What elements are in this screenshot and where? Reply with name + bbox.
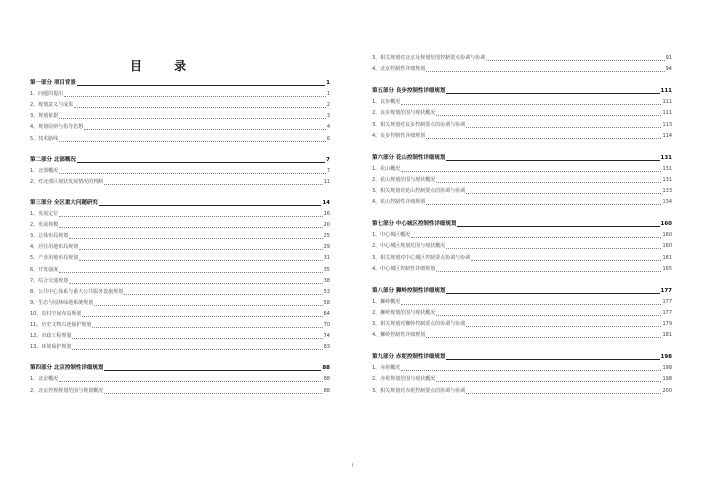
toc-entry-label: 1、发展定位 [30, 211, 59, 217]
toc-entry [30, 110, 330, 119]
toc-leader-dots [79, 255, 322, 261]
toc-entry-page: 198 [662, 365, 672, 372]
toc-leader-dots [446, 88, 659, 94]
toc-entry-label: 2、中心城区规划范围与现状概况 [372, 243, 446, 250]
toc-entry-page: 58 [323, 299, 330, 306]
toc-entry-label: 6、开发强度 [30, 266, 59, 273]
toc-entry-label: 2、赤坭规划范围与现状概况 [372, 376, 436, 383]
toc-entry [372, 119, 672, 128]
toc-leader-dots [104, 388, 322, 394]
toc-entry-page: 1 [326, 80, 330, 86]
toc-entry-label: 4、北京控制性详细规划 [372, 66, 426, 73]
toc-entry-page: 64 [323, 310, 330, 317]
toc-entry [372, 318, 672, 327]
toc-leader-dots [446, 354, 659, 360]
toc-entry-label: 2、规划意义与成果 [30, 102, 74, 109]
toc-leader-dots [72, 344, 322, 350]
toc-entry-label: 7、综合交通规划 [30, 277, 69, 284]
toc-leader-dots [64, 91, 326, 97]
toc-leader-dots [446, 243, 661, 249]
toc-entry-page: 25 [323, 233, 330, 240]
toc-entry [30, 330, 330, 339]
toc-entry-label: 1、北京概况 [30, 376, 59, 383]
toc-entry-page: 177 [662, 298, 672, 305]
toc-entry-label: 5、技术路线 [30, 135, 59, 142]
toc-entry-label: 3、相关规划对北京及规划范围控制要点协调与协调 [372, 55, 486, 61]
toc-entry-page: 179 [662, 321, 672, 327]
toc-entry-label: 第六部分 花山控制性详细规划 [372, 154, 446, 161]
toc-entry [30, 308, 330, 317]
toc-entry [30, 286, 330, 295]
toc-entry [30, 219, 330, 228]
toc-entry-page: 111 [662, 110, 672, 117]
toc-section-entry [30, 362, 330, 371]
toc-entry-label: 2、北京控规规划范围与规划概况 [30, 387, 104, 394]
toc-leader-dots [471, 255, 661, 261]
toc-entry-page: 111 [662, 99, 672, 106]
toc-entry-label: 3、相关规划对赤坭控制要点的协调与协调 [372, 387, 466, 394]
toc-entry-page: 131 [662, 165, 672, 172]
toc-entry [30, 385, 330, 394]
toc-entry-page: 160 [662, 232, 672, 239]
toc-entry [372, 130, 672, 139]
toc-entry [30, 208, 330, 217]
toc-entry-page: 1 [326, 91, 330, 98]
toc-leader-dots [104, 365, 321, 371]
toc-entry-page: 165 [662, 265, 672, 272]
toc-entry-page: 131 [662, 176, 672, 183]
toc-section-entry [30, 77, 330, 86]
toc-leader-dots [466, 188, 661, 194]
toc-leader-dots [436, 376, 661, 382]
toc-entry-page: 6 [326, 135, 330, 142]
toc-leader-dots [99, 200, 321, 206]
toc-leader-dots [486, 55, 664, 61]
toc-entry [30, 99, 330, 108]
toc-entry-label: 3、相关规划对良步控制要点的协调与协调 [372, 121, 466, 128]
toc-entry-label: 5、产业用地布局规划 [30, 255, 79, 262]
toc-entry [372, 52, 672, 61]
toc-entry-page: 7 [326, 156, 330, 163]
toc-entry-page: 88 [323, 387, 330, 394]
toc-entry-page: 181 [662, 332, 672, 339]
toc-entry [372, 185, 672, 194]
toc-leader-dots [59, 267, 322, 273]
toc-entry-page: 131 [660, 154, 672, 161]
toc-leader-dots [104, 179, 322, 185]
toc-entry [372, 96, 672, 105]
toc-entry [30, 373, 330, 382]
toc-leader-dots [69, 233, 322, 239]
toc-entry-label: 第四部分 北京控制性详细规划 [30, 365, 104, 372]
toc-entry-page: 4 [326, 124, 330, 131]
toc-leader-dots [74, 102, 326, 108]
toc-leader-dots [59, 136, 326, 142]
toc-title: 目 录 [130, 59, 201, 73]
toc-entry-page: 2 [326, 102, 330, 109]
toc-leader-dots [59, 168, 326, 174]
toc-leader-dots [436, 266, 661, 272]
toc-entry [30, 133, 330, 142]
toc-section-entry [30, 197, 330, 206]
toc-entry [372, 107, 672, 116]
toc-leader-dots [92, 322, 322, 328]
toc-leader-dots [72, 333, 322, 339]
toc-leader-dots [411, 232, 661, 238]
toc-leader-dots [59, 211, 322, 217]
toc-entry [30, 264, 330, 273]
toc-leader-dots [426, 199, 661, 205]
toc-entry [372, 263, 672, 272]
toc-entry-page: 198 [660, 354, 672, 361]
toc-entry [372, 362, 672, 371]
toc-entry-page: 20 [323, 222, 330, 229]
toc-section-entry [372, 351, 672, 360]
toc-entry-page: 160 [660, 221, 672, 228]
toc-leader-dots [401, 365, 661, 371]
toc-entry [30, 165, 330, 174]
toc-leader-dots [466, 122, 661, 128]
toc-entry-label: 2、良步规划范围与现状概况 [372, 110, 436, 117]
toc-section-entry [372, 152, 672, 161]
toc-entry-label: 4、居住用地布局规划 [30, 244, 79, 251]
toc-entry-label: 8、公共中心体系与重大公共服务设施规划 [30, 288, 124, 295]
toc-leader-dots [94, 300, 322, 306]
toc-entry-label: 3、相关规划对中心城区控制要点协调与协调 [372, 254, 471, 261]
toc-entry [372, 373, 672, 382]
toc-leader-dots [466, 388, 661, 394]
toc-entry-label: 4、规划原则与指导思想 [30, 124, 84, 131]
toc-entry-label: 11、历史文物古迹保护规划 [30, 322, 92, 328]
toc-entry-page: 88 [322, 365, 330, 372]
toc-leader-dots [79, 244, 322, 250]
toc-entry-label: 2、对北部区现状发展情况的判断 [30, 178, 104, 185]
toc-entry-label: 第七部分 中心城区控制性详细规划 [372, 221, 457, 228]
toc-entry-page: 16 [323, 211, 330, 217]
toc-entry [30, 230, 330, 239]
toc-entry-label: 4、中心城区控制性详细规划 [372, 265, 436, 272]
toc-entry-page: 70 [323, 322, 330, 328]
toc-entry-page: 91 [665, 55, 672, 61]
toc-leader-dots [401, 299, 661, 305]
toc-entry [372, 240, 672, 249]
toc-entry-page: 3 [326, 113, 330, 120]
toc-entry-label: 1、花山概况 [372, 165, 401, 172]
toc-entry-label: 10、农村空间布局规划 [30, 310, 82, 317]
toc-entry [372, 385, 672, 394]
toc-entry [372, 307, 672, 316]
toc-leader-dots [82, 311, 322, 317]
toc-leader-dots [77, 157, 325, 163]
toc-section-entry [372, 218, 672, 227]
page-number: I [352, 463, 354, 469]
toc-entry [372, 296, 672, 305]
toc-entry [30, 297, 330, 306]
toc-entry-page: 53 [323, 288, 330, 295]
toc-entry-page: 83 [323, 344, 330, 351]
toc-entry-label: 第五部分 良步控制性详细规划 [372, 88, 446, 95]
toc-leader-dots [124, 289, 322, 295]
toc-entry-label: 1、赤坭概况 [372, 365, 401, 372]
toc-leader-dots [77, 80, 325, 86]
toc-leader-dots [436, 110, 661, 116]
toc-entry-page: 7 [326, 167, 330, 174]
toc-entry-page: 161 [662, 254, 672, 261]
toc-entry-page: 113 [662, 121, 672, 128]
toc-entry-page: 177 [660, 287, 672, 294]
toc-entry-label: 第二部分 北部概况 [30, 156, 76, 163]
toc-entry-page: 198 [662, 376, 672, 383]
toc-entry-label: 第八部分 狮岭控制性详细规划 [372, 287, 446, 294]
toc-entry [30, 88, 330, 97]
toc-leader-dots [466, 321, 661, 327]
toc-entry-label: 1、问题的提出 [30, 91, 64, 98]
toc-entry [372, 229, 672, 238]
toc-leader-dots [69, 278, 322, 284]
toc-leader-dots [401, 166, 661, 172]
toc-leader-dots [426, 332, 661, 338]
toc-entry-page: 114 [662, 132, 672, 139]
toc-entry-label: 12、市政工程规划 [30, 333, 72, 340]
toc-entry-label: 1、中心城区概况 [372, 232, 411, 239]
toc-entry-page: 88 [323, 376, 330, 383]
toc-entry [372, 252, 672, 261]
toc-entry [30, 341, 330, 350]
toc-entry-page: 29 [323, 244, 330, 251]
toc-section-entry [372, 85, 672, 94]
toc-entry [30, 252, 330, 261]
toc-leader-dots [59, 222, 322, 228]
toc-entry [372, 63, 672, 72]
toc-leader-dots [426, 133, 661, 139]
toc-entry-page: 11 [323, 178, 330, 185]
toc-entry-page: 74 [323, 333, 330, 340]
toc-entry [372, 174, 672, 183]
toc-section-entry [30, 154, 330, 163]
toc-entry [30, 319, 330, 328]
toc-leader-dots [436, 310, 661, 316]
toc-leader-dots [446, 288, 659, 294]
toc-leader-dots [59, 113, 326, 119]
toc-entry-label: 第一部分 项目背景 [30, 80, 76, 86]
toc-entry-page: 160 [662, 243, 672, 250]
toc-entry-label: 4、花山控制性详细规划 [372, 199, 426, 206]
toc-entry-page: 35 [323, 266, 330, 273]
toc-entry-label: 4、良步控制性详细规划 [372, 132, 426, 139]
toc-section-entry [372, 285, 672, 294]
toc-entry-label: 1、良步概况 [372, 99, 401, 106]
toc-entry-label: 9、生态与园林绿地系统规划 [30, 299, 94, 306]
toc-entry-label: 3、总体布局规划 [30, 233, 69, 240]
toc-entry-label: 4、狮岭控制性详细规划 [372, 332, 426, 339]
toc-entry [372, 196, 672, 205]
toc-entry [372, 163, 672, 172]
toc-leader-dots [401, 99, 661, 105]
toc-entry [30, 275, 330, 284]
toc-entry-label: 2、花山规划范围与现状概况 [372, 176, 436, 183]
toc-leader-dots [84, 124, 326, 130]
toc-entry-page: 31 [323, 255, 330, 262]
toc-entry-page: 134 [662, 199, 672, 206]
toc-leader-dots [446, 155, 659, 161]
toc-entry-label: 1、狮岭概况 [372, 298, 401, 305]
toc-leader-dots [426, 66, 664, 72]
toc-leader-dots [59, 376, 322, 382]
toc-entry-label: 2、发展规模 [30, 222, 59, 229]
toc-entry-page: 94 [665, 66, 672, 73]
toc-entry [372, 329, 672, 338]
toc-entry-label: 3、相关规划对狮岭控制要点的协调与协调 [372, 321, 466, 327]
toc-entry-label: 1、北部概况 [30, 167, 59, 174]
toc-entry-page: 177 [662, 309, 672, 316]
toc-entry-label: 第三部分 全区重大问题研究 [30, 199, 98, 206]
toc-entry [30, 176, 330, 185]
toc-leader-dots [436, 177, 661, 183]
toc-entry-label: 3、规划依据 [30, 113, 59, 120]
toc-entry-page: 133 [662, 188, 672, 194]
toc-entry-page: 14 [322, 199, 330, 206]
toc-entry [30, 121, 330, 130]
toc-entry-label: 2、狮岭规划范围与现状概况 [372, 309, 436, 316]
toc-entry [30, 241, 330, 250]
toc-entry-page: 111 [660, 88, 672, 95]
toc-entry-page: 200 [662, 387, 672, 394]
toc-entry-label: 第九部分 赤坭控制性详细规划 [372, 354, 446, 361]
toc-entry-label: 3、相关规划对花山控制要点的协调与协调 [372, 188, 466, 194]
toc-entry-label: 13、环境保护规划 [30, 344, 72, 351]
toc-entry-page: 38 [323, 277, 330, 284]
toc-leader-dots [457, 221, 659, 227]
